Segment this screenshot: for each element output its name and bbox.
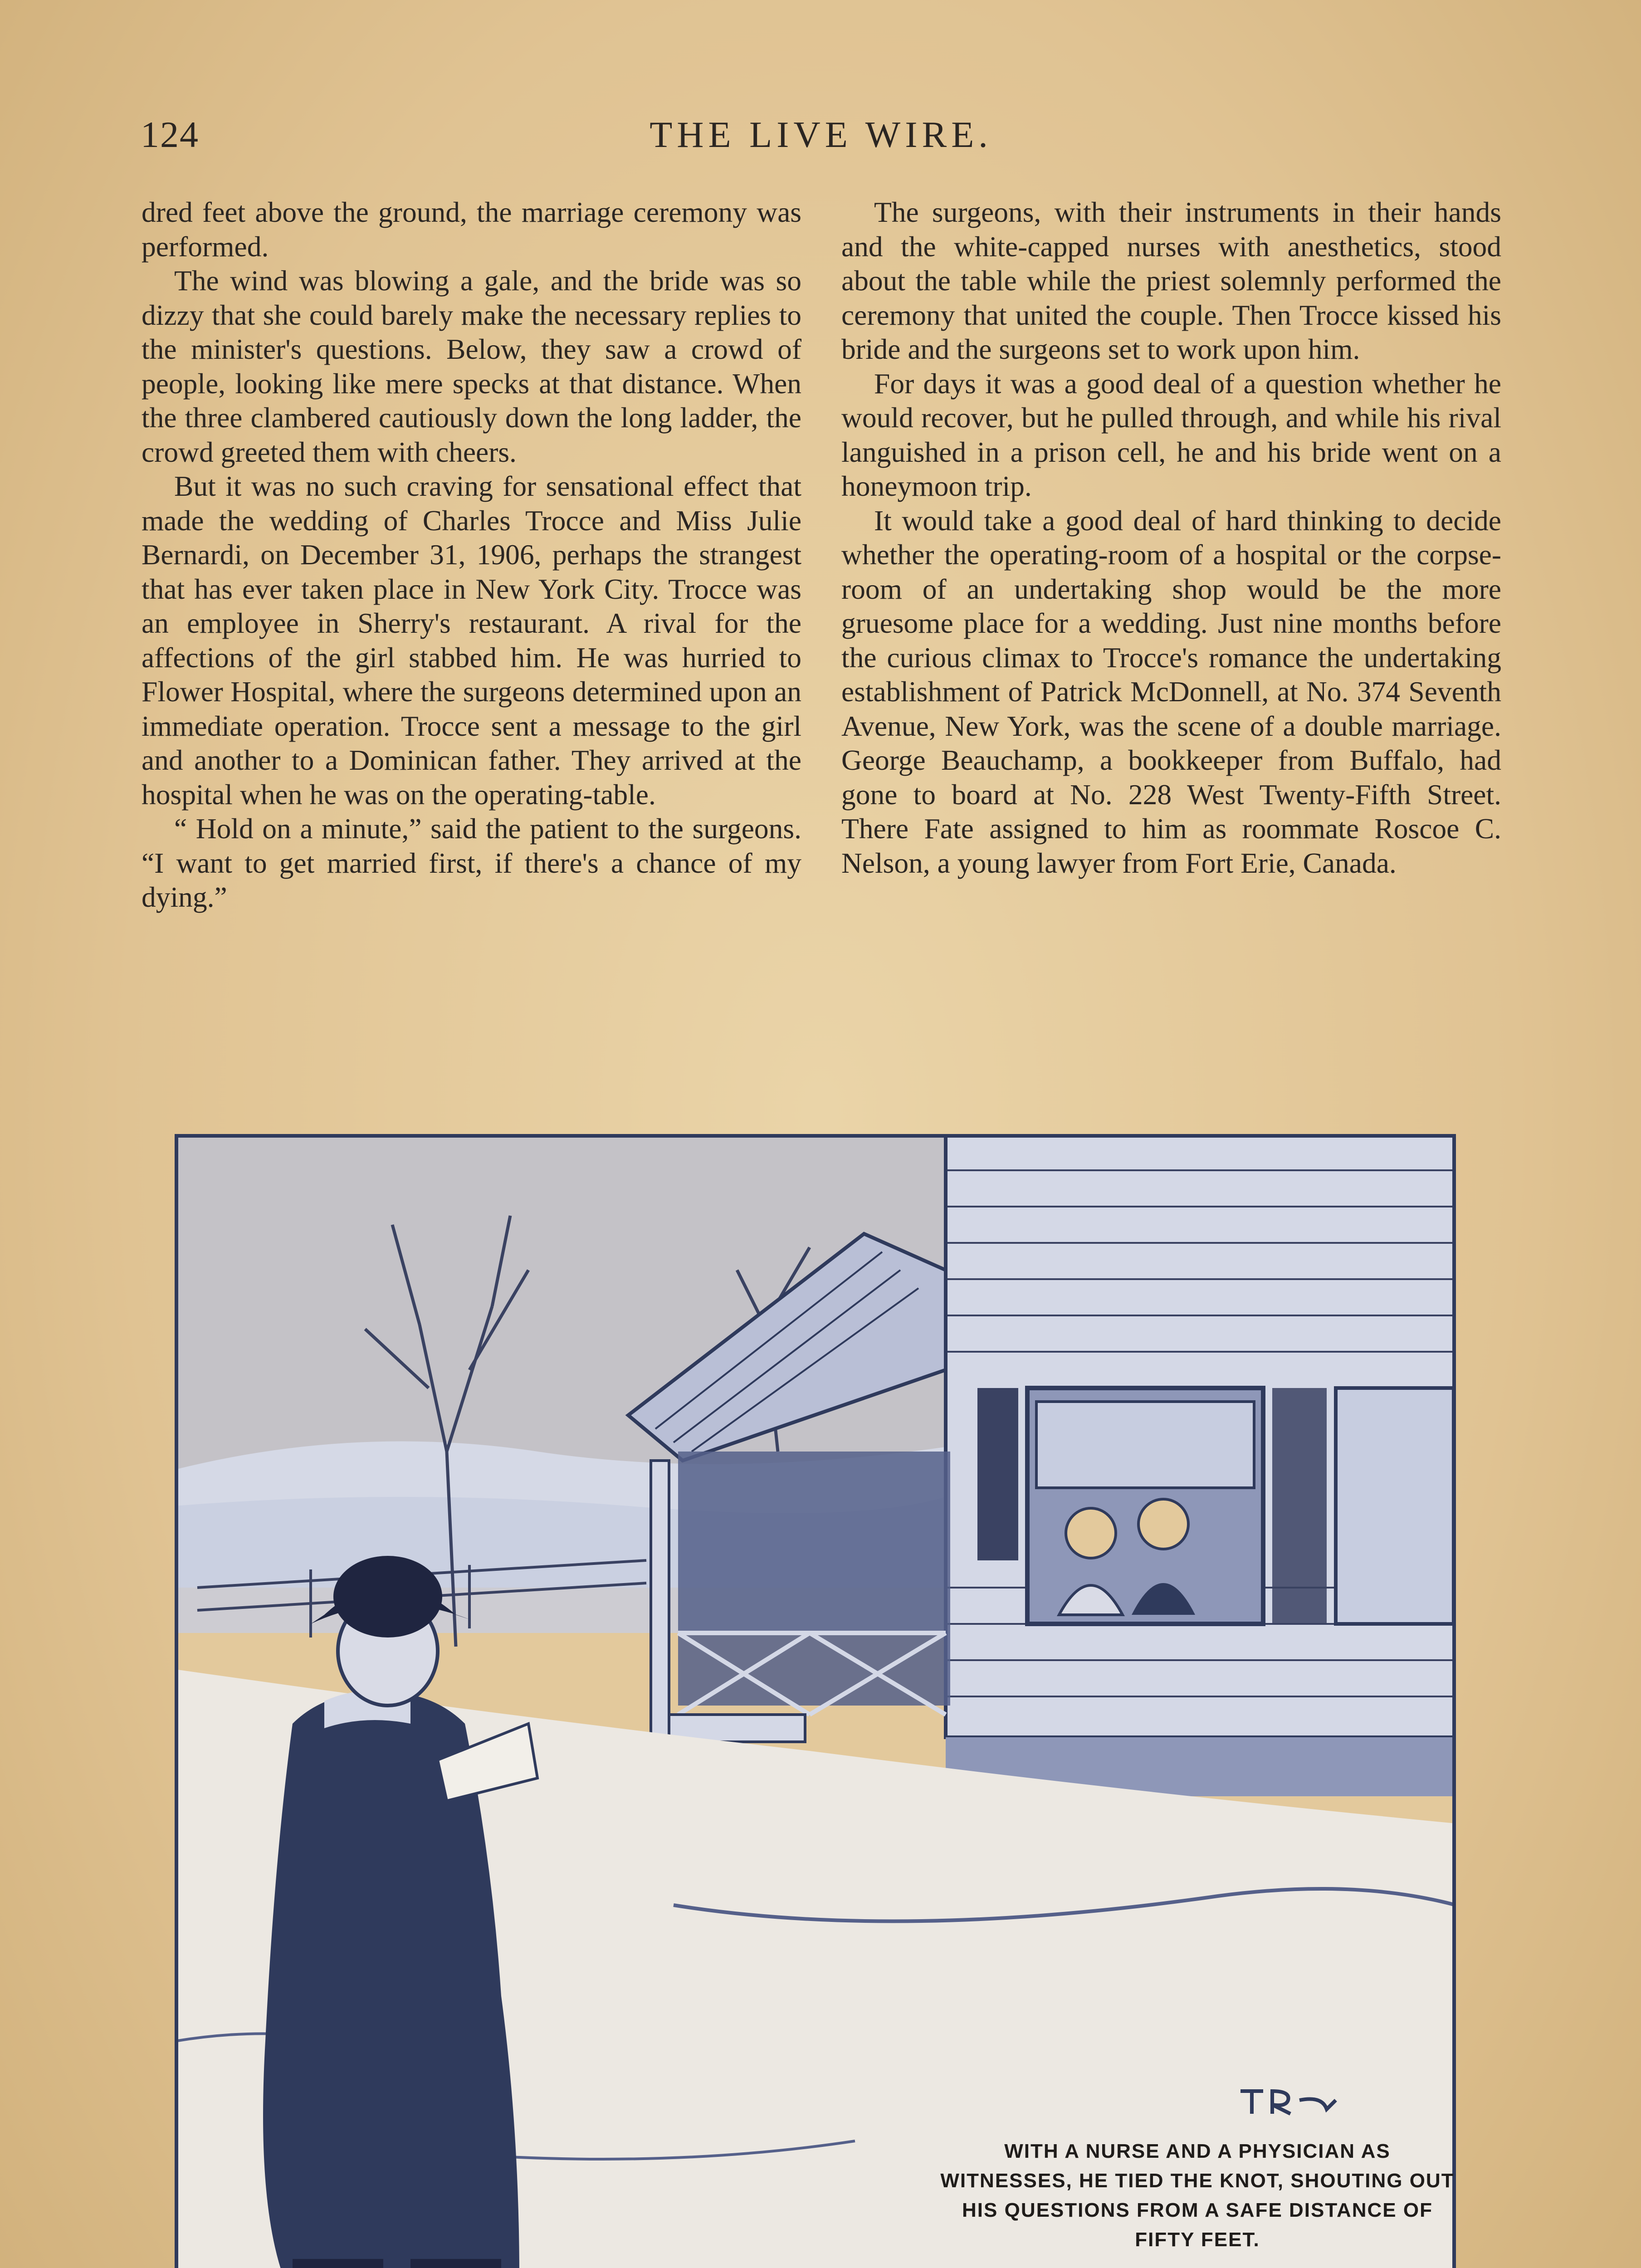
- paragraph: “ Hold on a minute,” said the patient to the surgeons. “I want to get married first, if there's a chance of my dying.”: [142, 812, 801, 913]
- paragraph: The wind was blowing a gale, and the bride was so dizzy that she could barely make the necessary replies to the minister's questions. Below, they saw a crowd of people, looking like mere specks at that distance. When the three clambered cautiously down the long ladder, the crowd greeted them with cheers.: [142, 264, 801, 468]
- paragraph: For days it was a good deal of a question whether he would recover, but he pulled through, and while his rival languished in a prison cell, he and his bride went on a honeymoon trip.: [841, 367, 1501, 502]
- artist-signature: [1236, 2082, 1340, 2118]
- page-header: [141, 113, 1501, 168]
- running-title: THE LIVE WIRE.: [650, 114, 992, 155]
- page-number: 124: [141, 114, 199, 155]
- illustration: [175, 1134, 1456, 2268]
- illustration-caption: WITH A NURSE AND A PHYSICIAN AS WITNESSES, HE TIED THE KNOT, SHOUTING OUT HIS QUESTIONS FROM A SAFE DISTANCE OF FIFTY FEET.: [940, 2140, 1455, 2251]
- paragraph: The surgeons, with their instruments in their hands and the white-capped nurses with anesthetics, stood about the table while the priest solemnly performed the ceremony that united the couple. Then Trocce kissed his bride and the surgeons set to work upon him.: [841, 196, 1501, 365]
- paragraph: dred feet above the ground, the marriage ceremony was performed.: [142, 196, 801, 263]
- artist-signature-mark: [1236, 2082, 1340, 2118]
- right-text-column: [841, 195, 1501, 880]
- left-text-column: [142, 195, 801, 914]
- paragraph: But it was no such craving for sensational effect that made the wedding of Charles Trocce and Miss Julie Bernardi, on December 31, 1906, perhaps the strangest that has ever taken place in New York City. Trocce was an employee in Sherry's restaurant. A rival for the affections of the girl stabbed him. He was hurried to Flower Hospital, where the surgeons determined upon an immediate operation. Trocce sent a message to the girl and another to a Dominican father. They arrived at the hospital when he was on the operating-table.: [142, 470, 801, 811]
- paragraph: It would take a good deal of hard thinking to decide whether the operating-room of a hospital or the corpse-room of an undertaking shop would be the more gruesome place for a wedding. Just nine months before the curious climax to Trocce's romance the undertaking establishment of Patrick McDonnell, at No. 374 Seventh Avenue, New York, was the scene of a double marriage. George Beauchamp, a bookkeeper from Buffalo, had gone to board at No. 228 West Twenty-Fifth Street. There Fate assigned to him as roommate Roscoe C. Nelson, a young lawyer from Fort Erie, Canada.: [841, 504, 1501, 879]
